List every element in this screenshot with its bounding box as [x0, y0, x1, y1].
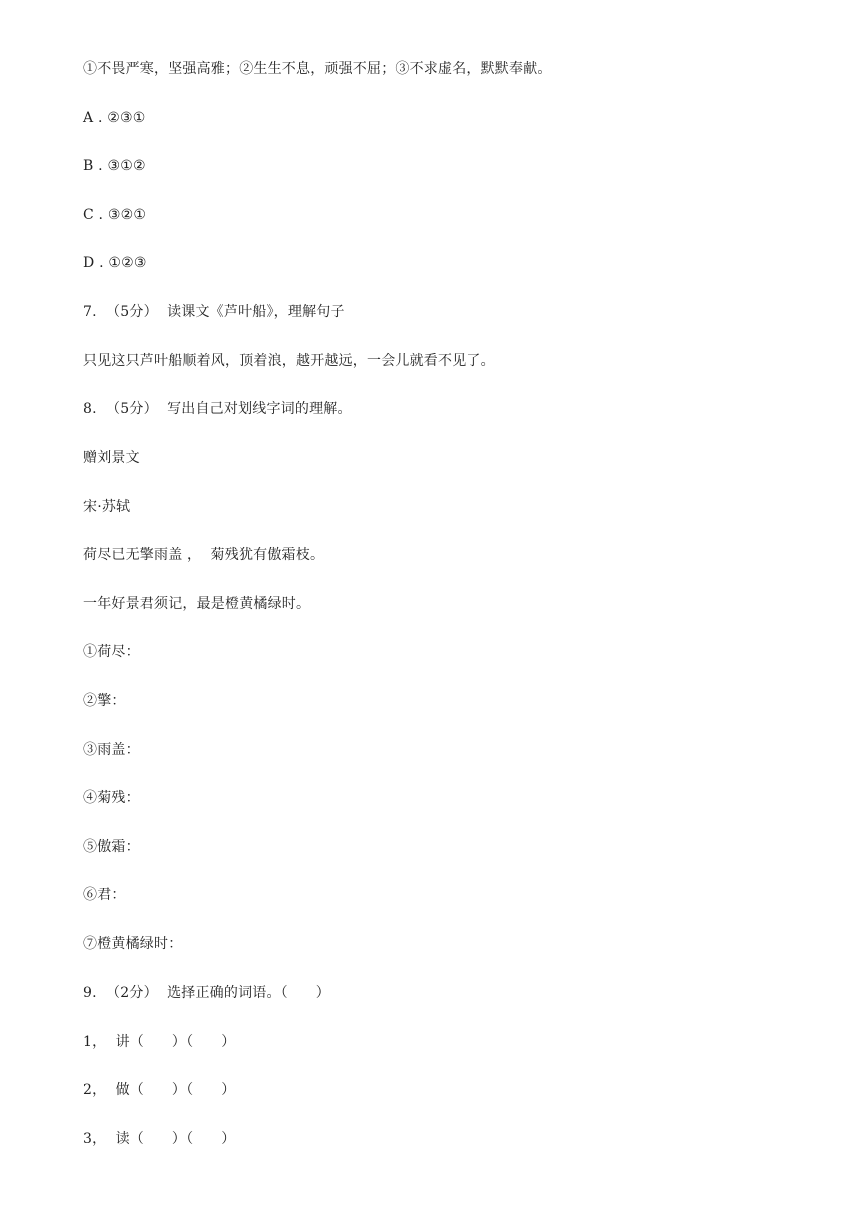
- question-8-heading: 8. （5分） 写出自己对划线字词的理解。: [83, 401, 352, 417]
- term-item-5: ⑤傲霜：: [83, 839, 140, 855]
- term-item-7: ⑦橙黄橘绿时：: [83, 936, 183, 952]
- choice-b: B . ③①②: [83, 158, 146, 174]
- choice-a: A . ②③①: [83, 110, 146, 126]
- poem-title: 赠刘景文: [83, 450, 140, 466]
- term-item-6: ⑥君：: [83, 887, 126, 903]
- question-7-sentence: 只见这只芦叶船顺着风，顶着浪，越开越远，一会儿就看不见了。: [83, 353, 495, 369]
- choice-c: C . ③②①: [83, 207, 147, 223]
- question-9-item-3: 3， 读（ ）（ ）: [83, 1131, 236, 1147]
- term-item-1: ①荷尽：: [83, 644, 140, 660]
- option-list-text: ①不畏严寒，坚强高雅；②生生不息，顽强不屈；③不求虚名，默默奉献。: [83, 61, 552, 77]
- term-item-2: ②擎：: [83, 693, 126, 709]
- poem-line-2: 一年好景君须记，最是橙黄橘绿时。: [83, 596, 311, 612]
- question-7-heading: 7. （5分） 读课文《芦叶船》，理解句子: [83, 304, 345, 320]
- question-9-heading: 9. （2分） 选择正确的词语。（ ）: [83, 985, 330, 1001]
- poem-line-1: 荷尽已无擎雨盖 ， 菊残犹有傲霜枝。: [83, 547, 325, 563]
- term-item-4: ④菊残：: [83, 790, 140, 806]
- choice-d: D . ①②③: [83, 255, 147, 271]
- question-9-item-2: 2， 做（ ）（ ）: [83, 1082, 236, 1098]
- term-item-3: ③雨盖：: [83, 742, 140, 758]
- poem-author: 宋·苏轼: [83, 499, 131, 515]
- question-9-item-1: 1， 讲（ ）（ ）: [83, 1034, 236, 1050]
